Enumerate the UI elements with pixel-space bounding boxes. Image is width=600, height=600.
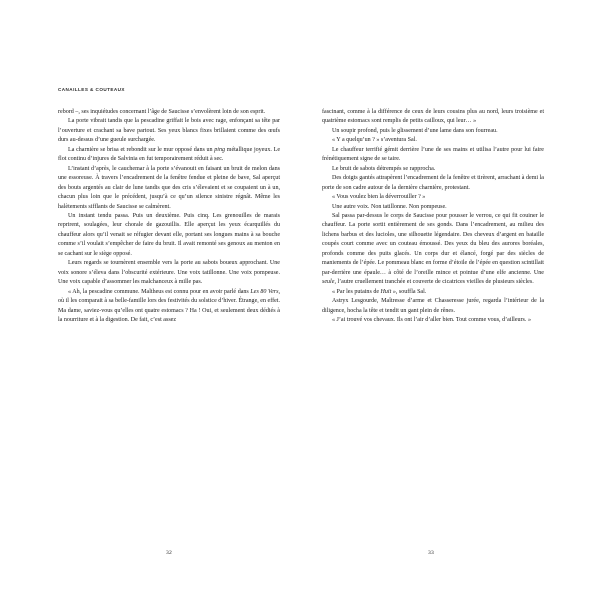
paragraph: Le chauffeur terrifié gémit derrière l’une de ses mains et utilisa l’autre pour lui faire frénétiquement signe de se taire. [322,146,544,163]
paragraph: Le bruit de sabots détrempés se rapprocha. [332,165,436,172]
right-page [300,60,562,540]
paragraph: « Vous voulez bien la déverrouiller ? » [332,194,426,201]
paragraph: L’instant d’après, le cauchemar à la porte s’évanouit en faisant un bruit de melon dans une essoreuse. À travers l’encadrement de la fenêtre fendue et pleine de bave, Sal aperçut des bouts argentés au clair de lune tandis que des cris s’élevaient et se coupaient un à un, chacun plus loin que le précédent, jusqu’à ce qu’un silence sinistre régnât. Même les halètements sifflants de Saucisse se calmèrent. [58,165,280,210]
paragraph: « Ah, la pescadine commune. Maltheus est connu pour en avoir parlé dans Les 80 Vers, où il les comparait à sa belle-famille lors des festivités du solstice d’hiver. Étrange, en effet. Ma dame, saviez-vous qu’elles ont quatre estomacs ? Ha ! Oui, et seulement deux dédiés à la nourriture et à la digestion. De fait, c’est assez [58,288,280,323]
paragraph: Leurs regards se tournèrent ensemble vers la porte au sabots boueux approchant. Une voix sonore s’éleva dans l’obscurité extérieure. Une voix tatillonne. Une voix pompeuse. Une voix capable d’assommer les malchanceux à mille pas. [58,260,280,286]
page-number-right: 33 [428,550,434,556]
paragraph: Des doigts gantés attrapèrent l’encadrement de la fenêtre et tirèrent, arrachant à demi la porte de son cadre autour de la dernière charnière, protestant. [322,175,544,191]
paragraph: Un instant tendu passa. Puis un deuxième. Puis cinq. Les grenouilles de marais reprirent, soulagées, leur chorale de gazouillis. Elle aperçut les yeux écarquillés du chauffeur alors qu’il venait se réfugier devant elle, portant ses longues mains à sa bouche comme s’il voulait s’empêcher de faire du bruit. Il avait remonté ses genoux au menton en se cachant sur le siège opposé. [58,212,280,257]
paragraph: La charnière se brisa et rebondit sur le mur opposé dans un ping métallique joyeux. Le flot continu d’injures de Salvinia en fut temporairement réduit à sec. [58,146,281,163]
paragraph: La porte vibrait tandis que la pescadine griffait le bois avec rage, enfonçant sa tête par l’ouverture et crachant sa bave partout. Ses yeux blancs fixes brillaient comme des œufs durs au-dessus d’une gueule surchargée. [58,118,280,144]
paragraph: Sal passa par-dessus le corps de Saucisse pour pousser le verrou, ce qui fit couiner le chauffeur. La porte sortit entièrement de ses gonds. Dans l’encadrement, au milieu des lichens barbus et des lucioles, une silhouette légendaire. Des cheveux d’argent en bataille coupés court comme avec un couteau émoussé. Des yeux du bleu des aurores boréales, profonds comme des puits glacés. Un corps dur et élancé, forgé par des siècles de maniements de l’épée. Le pommeau blanc en forme d’étoile de l’épée en question scintillait par-derrière une épaule… à côté de l’oreille mince et pointue d’une elfe ancienne. Une seule, l’autre cruellement tranchée et couverte de cicatrices vieilles de plusieurs siècles. [322,212,544,286]
running-head-left: CANAILLES & COUTEAUX [58,87,125,92]
paragraph: « Par les putains de Huit », souffla Sal. [332,288,427,295]
right-page-textblock [322,108,544,325]
paragraph: fascinant, comme à la différence de ceux de leurs cousins plus au nord, leurs troisième et quatrième estomacs sont remplis de petits cailloux, qui leur… » [322,109,544,125]
paragraph: Une autre voix. Non tatillonne. Non pompeuse. [332,203,447,210]
left-page [38,60,300,540]
left-page-textblock [58,108,280,325]
paragraph: Un soupir profond, puis le glissement d’une lame dans son fourreau. [332,127,498,134]
paragraph: rebord –, ses inquiétudes concernant l’âge de Saucisse s’envolèrent loin de son esprit. [58,109,266,115]
page-number-left: 32 [166,550,172,556]
paragraph: Astryx Lesgourde, Maîtresse d’arme et Chasseresse jurée, regarda l’intérieur de la diligence, hocha la tête et tendit un gant plein de rênes. [322,298,544,314]
paragraph: « Y a quelqu’un ? » s’aventura Sal. [332,137,417,144]
paragraph: « J’ai trouvé vos chevaux. Ils ont l’air d’aller bien. Tout comme vous, d’ailleurs. » [332,316,531,323]
